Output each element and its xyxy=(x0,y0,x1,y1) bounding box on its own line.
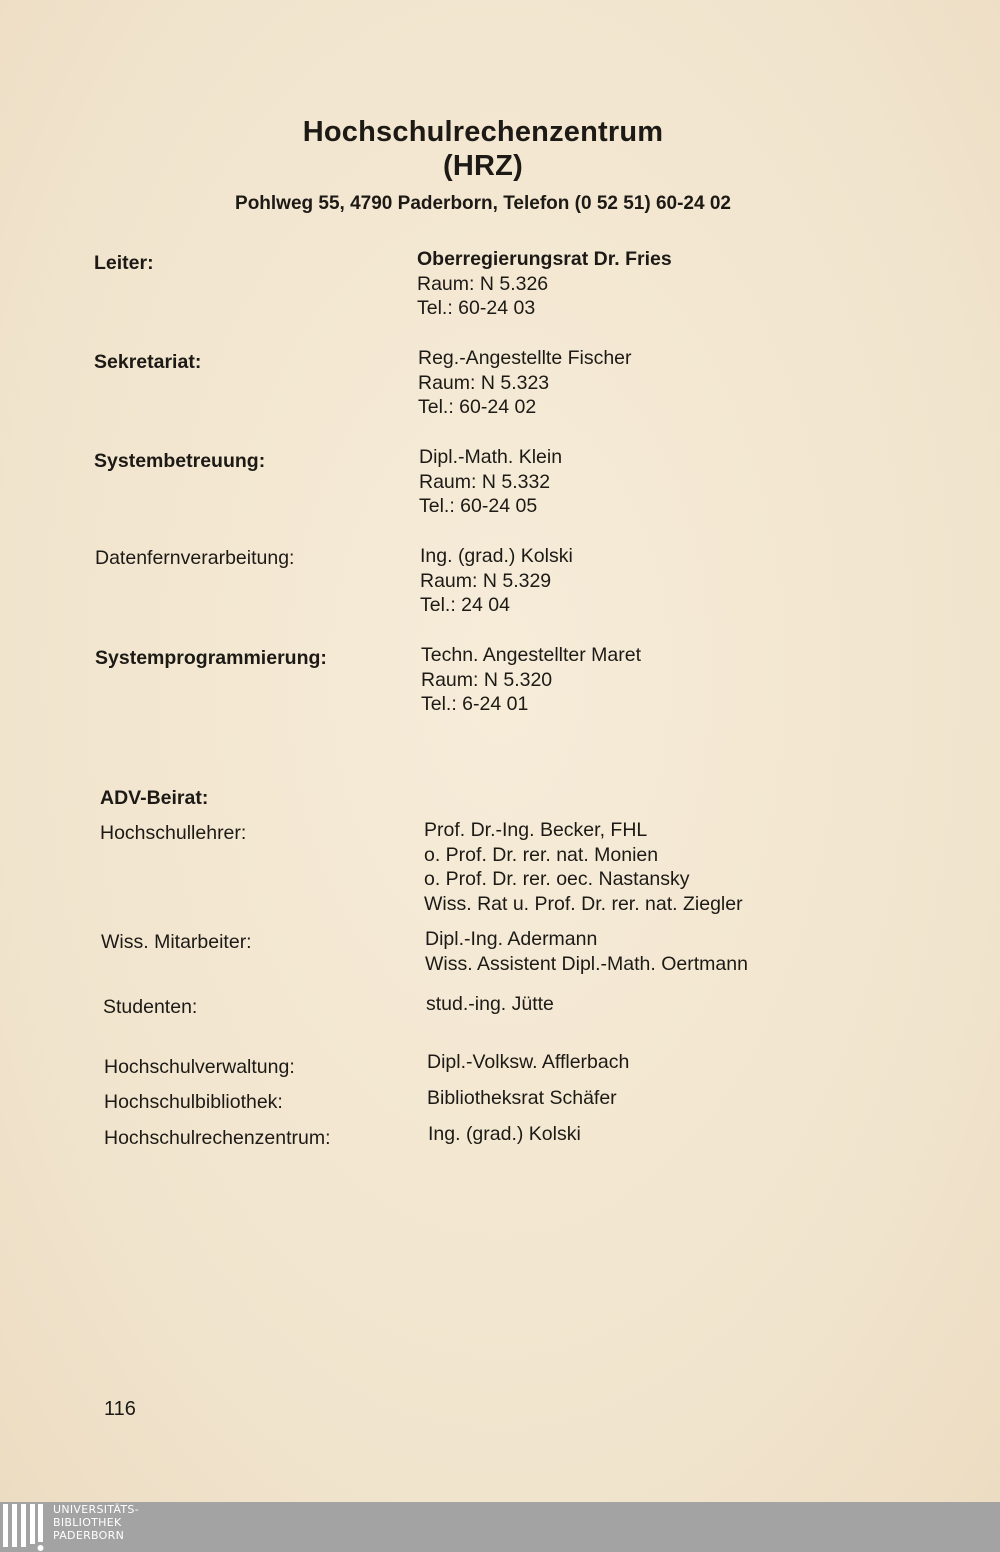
council-members-hochschullehrer xyxy=(424,818,743,917)
council-member: Wiss. Rat u. Prof. Dr. rer. nat. Ziegler xyxy=(424,893,743,916)
staff-name: Oberregierungsrat Dr. Fries xyxy=(417,248,672,270)
page-number: 116 xyxy=(104,1398,136,1420)
council-label-studenten: Studenten: xyxy=(103,996,198,1018)
address-line: Pohlweg 55, 4790 Paderborn, Telefon (0 52 51) 60-24 02 xyxy=(235,193,731,214)
council-member: Ing. (grad.) Kolski xyxy=(428,1123,581,1145)
staff-room: Raum: N 5.332 xyxy=(419,470,551,493)
staff-label-leiter: Leiter: xyxy=(94,252,154,274)
council-members-hochschulverwaltung xyxy=(427,1050,629,1075)
council-members-hochschulrechenzentrum xyxy=(428,1122,581,1147)
council-member: Dipl.-Volksw. Afflerbach xyxy=(427,1051,630,1073)
council-member: o. Prof. Dr. rer. nat. Monien xyxy=(424,843,659,866)
staff-entry-datenfernverarbeitung xyxy=(420,544,573,618)
council-label-hochschulrechenzentrum: Hochschulrechenzentrum: xyxy=(104,1127,331,1149)
staff-phone: Tel.: 60-24 02 xyxy=(418,396,537,419)
council-member: Wiss. Assistent Dipl.-Math. Oertmann xyxy=(425,952,748,975)
logo-line: BIBLIOTHEK xyxy=(53,1516,122,1529)
council-label-hochschullehrer: Hochschullehrer: xyxy=(100,822,247,844)
staff-phone: Tel.: 24 04 xyxy=(420,594,510,617)
staff-phone: Tel.: 6-24 01 xyxy=(421,693,529,716)
staff-name: Dipl.-Math. Klein xyxy=(419,446,563,468)
council-heading: ADV-Beirat: xyxy=(100,787,209,809)
council-member: o. Prof. Dr. rer. oec. Nastansky xyxy=(424,868,690,891)
logo-line: UNIVERSITÄTS- xyxy=(53,1503,139,1516)
council-label-hochschulbibliothek: Hochschulbibliothek: xyxy=(104,1091,283,1113)
council-member: Dipl.-Ing. Adermann xyxy=(425,928,598,950)
page-title: Hochschulrechenzentrum xyxy=(302,116,664,148)
staff-label-datenfernverarbeitung: Datenfernverarbeitung: xyxy=(95,547,295,569)
staff-name: Techn. Angestellter Maret xyxy=(421,644,642,666)
council-member: Bibliotheksrat Schäfer xyxy=(427,1087,617,1109)
staff-entry-systembetreuung xyxy=(419,445,562,519)
staff-entry-leiter xyxy=(417,247,672,321)
council-members-studenten xyxy=(426,992,554,1017)
staff-label-systembetreuung: Systembetreuung: xyxy=(94,450,266,472)
council-label-wiss-mitarbeiter: Wiss. Mitarbeiter: xyxy=(101,931,252,953)
council-member: stud.-ing. Jütte xyxy=(426,993,554,1015)
logo-line: PADERBORN xyxy=(53,1529,125,1542)
staff-room: Raum: N 5.329 xyxy=(420,569,552,592)
council-members-hochschulbibliothek xyxy=(427,1086,617,1111)
staff-entry-systemprogrammierung xyxy=(421,643,641,717)
staff-label-systemprogrammierung: Systemprogrammierung: xyxy=(95,647,327,669)
staff-room: Raum: N 5.323 xyxy=(418,371,550,394)
staff-name: Ing. (grad.) Kolski xyxy=(420,545,573,567)
page-subtitle: (HRZ) xyxy=(443,150,523,182)
staff-phone: Tel.: 60-24 05 xyxy=(419,495,538,518)
council-members-wiss-mitarbeiter xyxy=(425,927,748,976)
staff-room: Raum: N 5.320 xyxy=(421,668,553,691)
library-logo-text xyxy=(53,1503,139,1542)
council-label-hochschulverwaltung: Hochschulverwaltung: xyxy=(104,1056,295,1078)
staff-phone: Tel.: 60-24 03 xyxy=(417,297,536,320)
staff-room: Raum: N 5.326 xyxy=(417,272,549,295)
staff-entry-sekretariat xyxy=(418,346,632,420)
staff-label-sekretariat: Sekretariat: xyxy=(94,351,202,373)
council-member: Prof. Dr.-Ing. Becker, FHL xyxy=(424,819,648,841)
library-footer-bar xyxy=(0,1502,1000,1552)
staff-name: Reg.-Angestellte Fischer xyxy=(418,347,632,369)
